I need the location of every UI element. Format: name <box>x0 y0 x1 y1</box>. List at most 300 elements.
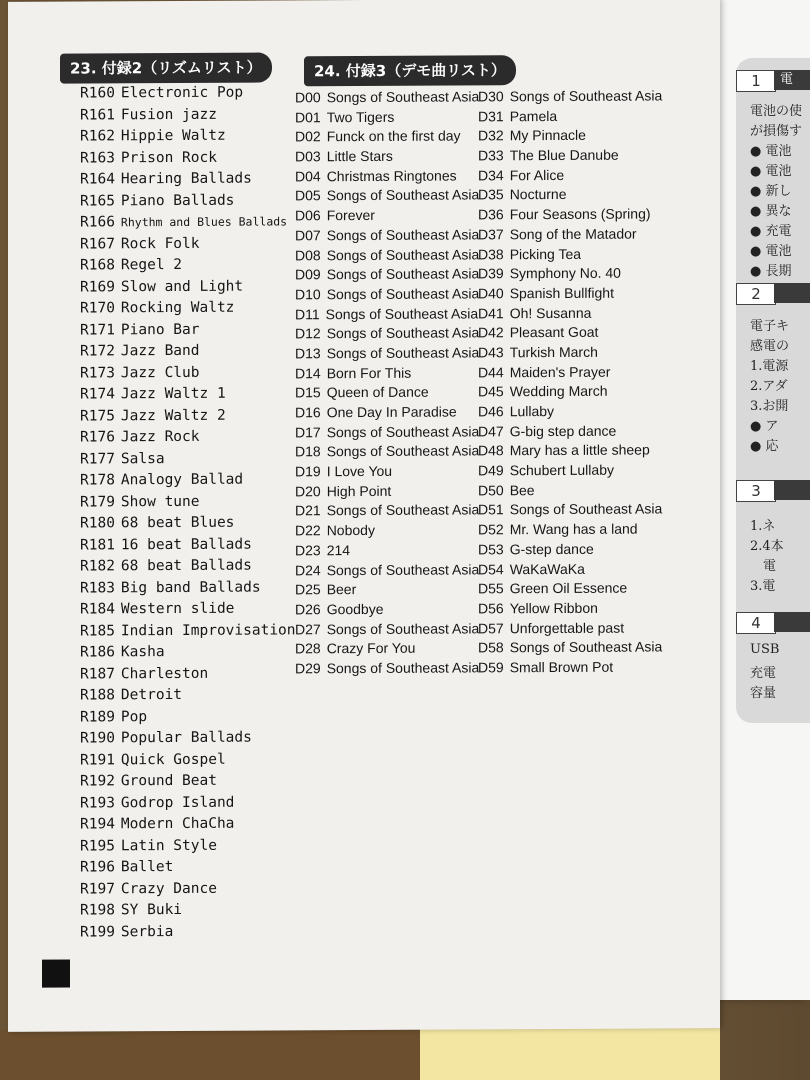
item-name: Oh! Susanna <box>509 304 592 321</box>
item-code: R166 <box>80 214 115 231</box>
item-name: Salsa <box>120 450 165 467</box>
item-name: WaKaWaKa <box>509 560 585 577</box>
item-code: R164 <box>80 171 115 188</box>
list-item <box>80 749 296 772</box>
list-item <box>80 706 296 729</box>
item-name: Unforgettable past <box>509 619 625 636</box>
item-name: Rock Folk <box>120 235 200 252</box>
item-name: Songs of Southeast Asia <box>326 88 480 106</box>
right-page-line: 3.お開 <box>750 399 789 414</box>
item-name: Born For This <box>326 364 412 381</box>
list-item <box>80 813 296 836</box>
item-name: Pamela <box>509 107 558 124</box>
list-item <box>478 382 662 403</box>
item-code: D50 <box>478 482 504 499</box>
item-code: R183 <box>80 579 115 596</box>
item-code: R182 <box>80 558 115 575</box>
right-page-line: 電子キ <box>750 319 790 334</box>
item-code: R197 <box>80 880 115 897</box>
item-name: Songs of Southeast Asia <box>326 560 480 578</box>
item-name: Jazz Waltz 1 <box>120 385 226 403</box>
item-name: Godrop Island <box>120 794 235 811</box>
item-name: Quick Gospel <box>120 751 226 768</box>
item-name: Christmas Ringtones <box>326 167 457 184</box>
item-code: D54 <box>478 560 504 577</box>
right-section-head <box>774 480 810 500</box>
right-section-head <box>774 612 810 632</box>
list-item <box>478 500 662 521</box>
right-page-line: 3.電 <box>750 579 776 594</box>
item-name: Forever <box>326 207 375 224</box>
item-code: D26 <box>295 601 321 618</box>
item-name: Crazy For You <box>326 639 416 657</box>
item-name: Prison Rock <box>120 149 217 166</box>
item-name: Songs of Southeast Asia <box>326 344 480 362</box>
page-corner-mark <box>42 960 70 988</box>
item-code: D07 <box>295 227 321 244</box>
list-item <box>80 921 296 944</box>
item-code: D00 <box>295 89 321 106</box>
list-item <box>478 559 662 580</box>
item-name: Slow and Light <box>120 278 244 295</box>
item-name: Songs of Southeast Asia <box>326 423 480 440</box>
right-section-number: 4 <box>736 612 776 634</box>
list-item <box>295 363 479 384</box>
item-code: D53 <box>478 541 504 558</box>
item-code: R199 <box>80 923 115 940</box>
right-page-line: ● 電池 <box>750 144 792 159</box>
right-page-line: ● 新し <box>750 184 792 199</box>
item-name: Western slide <box>120 600 235 618</box>
list-item <box>295 422 479 443</box>
item-name: Jazz Club <box>120 364 200 381</box>
item-code: R163 <box>80 149 115 166</box>
item-code: R171 <box>80 321 115 338</box>
list-item <box>80 362 296 385</box>
list-item <box>295 265 479 286</box>
item-code: R187 <box>80 665 115 682</box>
item-code: R198 <box>80 902 115 919</box>
item-code: R174 <box>80 386 115 403</box>
item-code: D01 <box>295 108 321 126</box>
right-page-line: が損傷す <box>750 124 803 139</box>
list-item <box>80 340 296 363</box>
list-item <box>80 491 296 514</box>
list-item <box>80 319 296 342</box>
list-item <box>295 501 479 522</box>
list-item <box>478 421 662 442</box>
list-item <box>80 168 296 191</box>
item-name: Two Tigers <box>326 108 395 125</box>
list-item <box>478 106 662 127</box>
list-item <box>478 185 662 206</box>
item-code: D33 <box>478 147 504 164</box>
right-page-line: ● 応 <box>750 439 779 454</box>
list-item <box>478 441 662 462</box>
item-code: R176 <box>80 429 115 446</box>
list-item <box>478 86 662 107</box>
item-code: R177 <box>80 450 115 467</box>
list-item <box>295 540 479 561</box>
item-code: D59 <box>478 659 504 676</box>
list-item <box>295 127 479 148</box>
right-page-line: 感電の <box>750 339 790 354</box>
right-page-line: 充電 <box>750 666 777 681</box>
list-item <box>478 165 662 186</box>
right-page-line: ● 異な <box>750 204 792 219</box>
item-code: D43 <box>478 344 504 361</box>
list-item <box>80 899 296 922</box>
list-item <box>295 343 479 364</box>
item-code: R173 <box>80 364 115 381</box>
item-name: Pleasant Goat <box>509 324 599 341</box>
right-page-line: 1.ネ <box>750 519 776 534</box>
list-item <box>295 206 479 227</box>
item-code: D39 <box>478 265 504 282</box>
item-code: R180 <box>80 515 115 532</box>
list-item <box>295 225 479 246</box>
list-item <box>295 521 479 542</box>
item-name: Songs of Southeast Asia <box>509 87 663 105</box>
item-code: D20 <box>295 482 321 500</box>
list-item <box>80 297 296 320</box>
item-code: D16 <box>295 404 321 421</box>
item-code: D58 <box>478 639 504 656</box>
item-code: D08 <box>295 246 321 263</box>
list-item <box>478 520 662 541</box>
item-code: R190 <box>80 730 115 747</box>
item-code: D51 <box>478 501 504 518</box>
list-item <box>478 264 662 285</box>
item-code: D28 <box>295 640 321 657</box>
list-item <box>295 560 479 581</box>
item-code: D56 <box>478 600 504 617</box>
item-name: Indian Improvisation <box>120 621 296 639</box>
item-code: D06 <box>295 207 321 224</box>
table-surface <box>0 1030 430 1080</box>
manual-page <box>8 0 720 1032</box>
right-page-line: USB <box>750 642 780 657</box>
list-item <box>80 276 296 299</box>
item-code: D04 <box>295 167 321 185</box>
item-code: R161 <box>80 106 115 123</box>
item-code: D45 <box>478 383 504 400</box>
item-code: D49 <box>478 462 504 479</box>
item-code: D02 <box>295 128 321 145</box>
item-code: D40 <box>478 285 504 302</box>
right-section-number: 1 <box>736 70 776 92</box>
item-name: Pop <box>120 708 148 725</box>
list-item <box>478 618 662 639</box>
right-page-line: ● 電池 <box>750 164 792 179</box>
item-name: Analogy Ballad <box>120 471 244 489</box>
item-name: One Day In Paradise <box>326 403 457 421</box>
list-item <box>80 727 296 750</box>
item-code: D38 <box>478 245 504 262</box>
item-name: 214 <box>326 541 351 559</box>
list-item <box>80 383 296 406</box>
item-code: D24 <box>295 561 321 578</box>
item-name: Ballet <box>120 858 174 876</box>
item-code: D11 <box>295 305 320 322</box>
list-item <box>80 211 296 234</box>
item-name: Jazz Rock <box>120 428 200 446</box>
item-name: Ground Beat <box>120 772 217 790</box>
item-code: R162 <box>80 128 115 145</box>
item-code: D34 <box>478 167 504 184</box>
item-name: Songs of Southeast Asia <box>326 285 480 303</box>
list-item <box>80 663 296 686</box>
item-code: D41 <box>478 304 504 321</box>
list-item <box>295 599 479 620</box>
list-item <box>80 620 296 643</box>
item-name: Small Brown Pot <box>509 658 614 676</box>
item-code: R185 <box>80 622 115 639</box>
item-code: D15 <box>295 384 321 401</box>
item-name: Hearing Ballads <box>120 170 252 188</box>
list-item <box>295 658 479 679</box>
item-name: Green Oil Essence <box>509 579 628 597</box>
item-name: Wedding March <box>509 383 608 400</box>
list-item <box>295 461 479 482</box>
item-code: D27 <box>295 620 321 637</box>
item-code: R186 <box>80 644 115 661</box>
item-name: The Blue Danube <box>509 146 619 164</box>
list-item <box>295 87 479 108</box>
item-name: Goodbye <box>326 600 384 618</box>
list-item <box>80 125 296 148</box>
item-name: Piano Ballads <box>120 192 235 209</box>
item-code: D42 <box>478 324 504 341</box>
list-item <box>295 383 479 404</box>
item-name: Songs of Southeast Asia <box>326 186 480 204</box>
item-name: Nobody <box>326 522 375 539</box>
item-name: Modern ChaCha <box>120 815 235 833</box>
demo-list-col2 <box>478 86 662 678</box>
list-item <box>80 598 296 621</box>
item-code: R179 <box>80 493 115 510</box>
item-code: R168 <box>80 257 115 274</box>
item-name: High Point <box>326 482 392 499</box>
item-code: D55 <box>478 580 504 597</box>
item-code: D47 <box>478 422 504 440</box>
item-code: D21 <box>295 502 321 519</box>
right-section-number: 3 <box>736 480 776 502</box>
item-name: Jazz Band <box>120 342 200 360</box>
list-item <box>478 362 662 383</box>
item-name: Charleston <box>120 665 209 682</box>
item-name: Songs of Southeast Asia <box>326 324 480 342</box>
item-code: D12 <box>295 325 321 342</box>
item-code: R170 <box>80 300 115 317</box>
item-name: Hippie Waltz <box>120 127 226 145</box>
item-name: Spanish Bullfight <box>509 284 614 302</box>
item-name: My Pinnacle <box>509 127 586 144</box>
item-code: D44 <box>478 363 504 381</box>
list-item <box>478 461 662 482</box>
item-code: R189 <box>80 708 115 725</box>
item-code: D14 <box>295 364 321 381</box>
item-name: G-big step dance <box>509 422 617 439</box>
item-name: Songs of Southeast Asia <box>326 265 480 283</box>
item-code: D18 <box>295 443 321 460</box>
item-name: 68 beat Ballads <box>120 557 252 575</box>
item-code: D57 <box>478 619 504 636</box>
item-name: Latin Style <box>120 837 217 854</box>
list-item <box>80 577 296 600</box>
list-item <box>478 657 662 678</box>
item-code: D35 <box>478 186 504 203</box>
item-name: Songs of Southeast Asia <box>326 619 480 637</box>
item-code: R192 <box>80 773 115 790</box>
item-code: D13 <box>295 345 321 362</box>
item-name: Songs of Southeast Asia <box>326 245 480 263</box>
list-item <box>478 126 662 147</box>
list-item <box>80 147 296 170</box>
item-name: Schubert Lullaby <box>509 461 614 479</box>
list-item <box>478 146 662 167</box>
list-item <box>295 146 479 167</box>
item-code: R195 <box>80 837 115 854</box>
list-item <box>80 878 296 901</box>
item-name: Songs of Southeast Asia <box>325 304 479 322</box>
right-section-number: 2 <box>736 283 776 305</box>
list-item <box>478 342 662 363</box>
item-code: D19 <box>295 463 321 480</box>
item-name: Songs of Southeast Asia <box>509 500 663 518</box>
list-item <box>80 641 296 664</box>
demo-list-col1 <box>295 87 479 679</box>
item-name: Songs of Southeast Asia <box>326 659 480 677</box>
item-name: Yellow Ribbon <box>509 599 598 617</box>
item-code: R188 <box>80 687 115 704</box>
item-code: R160 <box>80 85 115 102</box>
item-name: Lullaby <box>509 403 555 420</box>
list-item <box>478 244 662 265</box>
list-item <box>80 426 296 449</box>
item-name: Nocturne <box>509 186 567 203</box>
list-item <box>80 856 296 879</box>
item-name: For Alice <box>509 166 565 183</box>
right-page-line: ● 長期 <box>750 264 792 279</box>
item-name: Songs of Southeast Asia <box>326 501 480 519</box>
item-name: Funck on the first day <box>326 127 461 145</box>
list-item <box>478 579 662 600</box>
item-code: D25 <box>295 581 321 598</box>
item-name: Fusion jazz <box>120 106 217 123</box>
right-page-line: ● 充電 <box>750 224 792 239</box>
list-item <box>478 303 662 324</box>
list-item <box>295 304 479 325</box>
list-item <box>80 448 296 471</box>
list-item <box>80 469 296 492</box>
right-page-line: 容量 <box>750 686 777 701</box>
item-name: I Love You <box>326 462 393 480</box>
list-item <box>80 534 296 557</box>
list-item <box>80 104 296 127</box>
item-name: Queen of Dance <box>326 383 429 401</box>
item-code: D17 <box>295 423 321 441</box>
item-code: R194 <box>80 816 115 833</box>
item-code: D36 <box>478 206 504 223</box>
item-code: D10 <box>295 286 321 303</box>
item-name: Songs of Southeast Asia <box>509 638 663 656</box>
right-section-head <box>774 283 810 303</box>
item-name: Crazy Dance <box>120 880 217 897</box>
item-name: Show tune <box>120 493 200 510</box>
item-name: 68 beat Blues <box>120 514 235 532</box>
item-name: Rhythm and Blues Ballads <box>120 214 288 230</box>
item-name: Mary has a little sheep <box>509 441 650 459</box>
item-name: Piano Bar <box>120 321 200 338</box>
right-page-line: 電池の使 <box>750 104 803 119</box>
item-name: Songs of Southeast Asia <box>326 442 480 460</box>
item-code: D09 <box>295 266 321 283</box>
item-name: Song of the Matador <box>509 225 637 243</box>
list-item <box>80 512 296 535</box>
item-name: Four Seasons (Spring) <box>509 205 651 223</box>
section-24-title: 24. 付録3（デモ曲リスト） <box>304 55 516 86</box>
item-name: Turkish March <box>509 343 598 361</box>
list-item <box>295 402 479 423</box>
section-23-title: 23. 付録2（リズムリスト） <box>60 52 272 83</box>
list-item <box>80 190 296 213</box>
item-code: R191 <box>80 751 115 768</box>
item-code: D37 <box>478 226 504 243</box>
right-page-line: 2.アダ <box>750 379 788 394</box>
right-page-line: 電 <box>750 559 777 574</box>
list-item <box>295 324 479 345</box>
item-code: D05 <box>295 187 321 204</box>
item-code: R167 <box>80 235 115 252</box>
list-item <box>80 555 296 578</box>
list-item <box>295 580 479 601</box>
item-name: Picking Tea <box>509 245 582 262</box>
list-item <box>80 254 296 277</box>
item-name: Songs of Southeast Asia <box>326 226 480 244</box>
list-item <box>295 166 479 187</box>
list-item <box>80 770 296 793</box>
list-item <box>295 639 479 660</box>
item-name: Popular Ballads <box>120 729 252 747</box>
list-item <box>295 442 479 463</box>
list-item <box>478 205 662 226</box>
item-code: D23 <box>295 542 321 559</box>
item-code: R172 <box>80 343 115 360</box>
item-name: Regel 2 <box>120 256 183 274</box>
item-code: R196 <box>80 859 115 876</box>
item-name: Maiden's Prayer <box>509 363 611 380</box>
item-name: Symphony No. 40 <box>509 264 621 282</box>
item-name: 16 beat Ballads <box>120 536 252 553</box>
item-code: D29 <box>295 660 321 677</box>
item-code: R178 <box>80 472 115 489</box>
item-code: D32 <box>478 127 504 144</box>
list-item <box>478 283 662 304</box>
list-item <box>295 107 479 128</box>
list-item <box>478 539 662 560</box>
list-item <box>80 684 296 707</box>
item-name: Electronic Pop <box>120 84 244 102</box>
rhythm-list <box>80 82 296 943</box>
item-code: D46 <box>478 403 504 420</box>
item-code: D52 <box>478 521 504 538</box>
item-name: Little Stars <box>326 147 393 165</box>
item-name: SY Buki <box>120 901 183 919</box>
item-name: Beer <box>326 581 357 598</box>
list-item <box>80 82 296 105</box>
list-item <box>295 245 479 266</box>
